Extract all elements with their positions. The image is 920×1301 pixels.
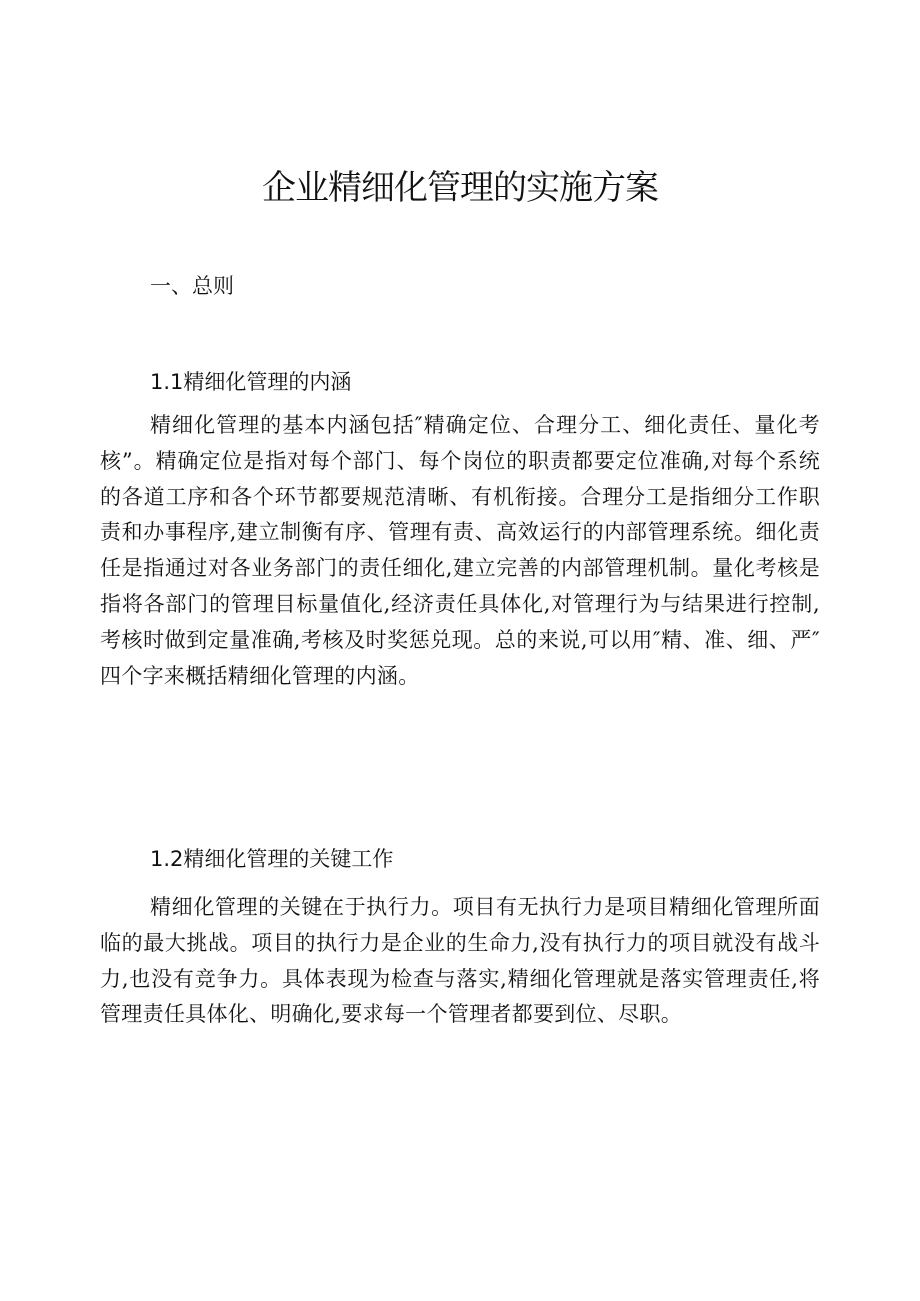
paragraph-connotation: 精细化管理的基本内涵包括″精确定位、合理分工、细化责任、量化考核”。精确定位是指对每个部门、每个岗位的职责都要定位准确,对每个系统的各道工序和各个环节都要规范清晰、有机衔接。合理分工是指细分工作职责和办事程序,建立制衡有序、管理有责、高效运行的内部管理系统。细化责任是指通过对各业务部门的责任细化,建立完善的内部管理机制。量化考核是指将各部门的管理目标量值化,经济责任具体化,对管理行为与结果进行控制,考核时做到定量准确,考核及时奖惩兑现。总的来说,可以用″精、准、细、严″四个字来概括精细化管理的内涵。 [100, 413, 820, 688]
subsection-heading-1-2: 1.2精细化管理的关键工作 [150, 847, 394, 871]
section-heading-general: 一、总则 [150, 274, 234, 298]
document-title: 企业精细化管理的实施方案 [262, 168, 658, 208]
subsection-heading-1-1: 1.1精细化管理的内涵 [150, 370, 352, 394]
paragraph-key-work: 精细化管理的关键在于执行力。项目有无执行力是项目精细化管理所面临的最大挑战。项目的执行力是企业的生命力,没有执行力的项目就没有战斗力,也没有竞争力。具体表现为检查与落实,精细化管理就是落实管理责任,将管理责任具体化、明确化,要求每一个管理者都要到位、尽职。 [100, 895, 820, 1027]
